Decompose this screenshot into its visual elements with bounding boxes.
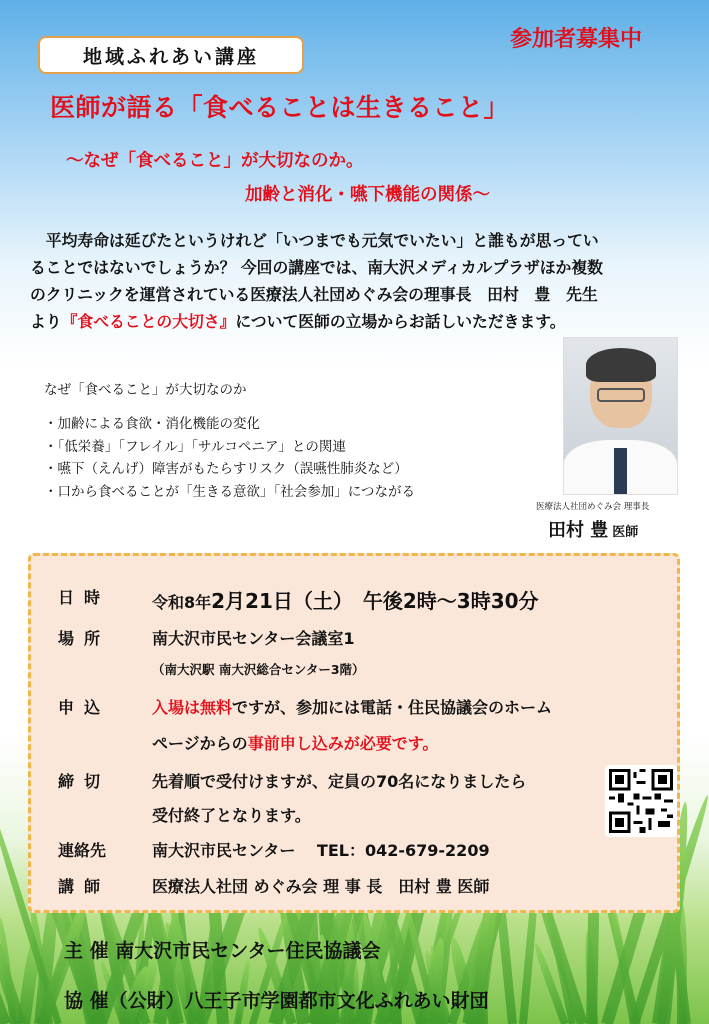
speaker-name bbox=[548, 516, 638, 542]
intro-line bbox=[30, 308, 690, 335]
date-main: 2月21日（土） bbox=[211, 589, 353, 613]
subtitle-line1: ～なぜ「食べること」が大切なのか。 bbox=[66, 151, 364, 171]
deadline-line1: 先着順で受付けますが、定員の70名になりましたら bbox=[152, 772, 527, 791]
topics-list bbox=[44, 413, 415, 503]
qr-code-icon[interactable] bbox=[605, 765, 677, 837]
course-badge: 地域ふれあい講座 bbox=[38, 36, 304, 74]
intro-line: のクリニックを運営されている医療法人社団めぐみ会の理事長 田村 豊 先生 bbox=[30, 285, 598, 304]
place-note: （南大沢駅 南大沢総合センター3階） bbox=[152, 662, 365, 677]
subtitle-line2: 加齢と消化・嚥下機能の関係～ bbox=[245, 185, 490, 205]
speaker-suffix: 医師 bbox=[612, 525, 639, 540]
intro-highlight: 『食べることの大切さ』 bbox=[61, 312, 236, 331]
support-line: 協 催（公財）八王子市学園都市文化ふれあい財団 bbox=[64, 990, 489, 1012]
host-line: 主 催 南大沢市民センター住民協議会 bbox=[64, 940, 381, 962]
apply-free: 入場は無料 bbox=[152, 698, 233, 717]
apply-label: 申込 bbox=[58, 698, 111, 717]
intro-text: について医師の立場からお話しいただきます。 bbox=[235, 312, 566, 331]
apply-line2 bbox=[152, 731, 438, 754]
place-value: 南大沢市民センター会議室1 bbox=[152, 629, 355, 648]
speaker-name-text: 田村 豊 bbox=[548, 520, 609, 541]
deadline-line2: 受付終了となります。 bbox=[152, 806, 311, 825]
topic-item: ・加齢による食欲・消化機能の変化 bbox=[44, 416, 260, 432]
topic-item: ・口から食べることが「生きる意欲」「社会参加」につながる bbox=[44, 483, 415, 500]
place-label: 場所 bbox=[58, 629, 111, 648]
main-title: 医師が語る「食べることは生きること」 bbox=[50, 93, 510, 122]
date-time: 午後2時～3時30分 bbox=[362, 589, 539, 613]
date-prefix: 令和8年 bbox=[152, 593, 212, 612]
intro-line: 平均寿命は延びたというけれど「いつまでも元気でいたい」と誰もが思ってい bbox=[30, 231, 599, 250]
lecturer-value: 医療法人社団 めぐみ会 理 事 長 田村 豊 医師 bbox=[152, 877, 490, 896]
deadline-label: 締切 bbox=[58, 772, 111, 791]
recruiting-label: 参加者募集中 bbox=[510, 27, 643, 52]
topic-item: ・嚥下（えんげ）障害がもたらすリスク（誤嚥性肺炎など） bbox=[44, 461, 408, 477]
speaker-caption: 医療法人社団めぐみ会 理事長 bbox=[536, 502, 650, 512]
contact-label: 連絡先 bbox=[58, 841, 107, 860]
date-label: 日時 bbox=[58, 588, 111, 607]
date-value bbox=[152, 585, 539, 614]
apply-text: ですが、参加には電話・住民協議会のホーム bbox=[232, 698, 553, 717]
contact-value: 南大沢市民センター TEL：042-679-2209 bbox=[152, 841, 490, 860]
topics-heading: なぜ「食べること」が大切なのか bbox=[44, 382, 247, 398]
topic-item: ・「低栄養」「フレイル」「サルコペニア」との関連 bbox=[44, 438, 346, 455]
intro-line: ることではないでしょうか？ 今回の講座では、南大沢メディカルプラザほか複数 bbox=[30, 258, 603, 277]
apply-required: 事前申し込みが必要です。 bbox=[247, 734, 439, 753]
speaker-photo bbox=[563, 337, 678, 495]
intro-text: より bbox=[30, 312, 62, 331]
intro-paragraph bbox=[30, 227, 690, 335]
apply-line1 bbox=[152, 695, 552, 718]
apply-text: ページからの bbox=[152, 734, 248, 753]
lecturer-label: 講師 bbox=[58, 877, 111, 896]
